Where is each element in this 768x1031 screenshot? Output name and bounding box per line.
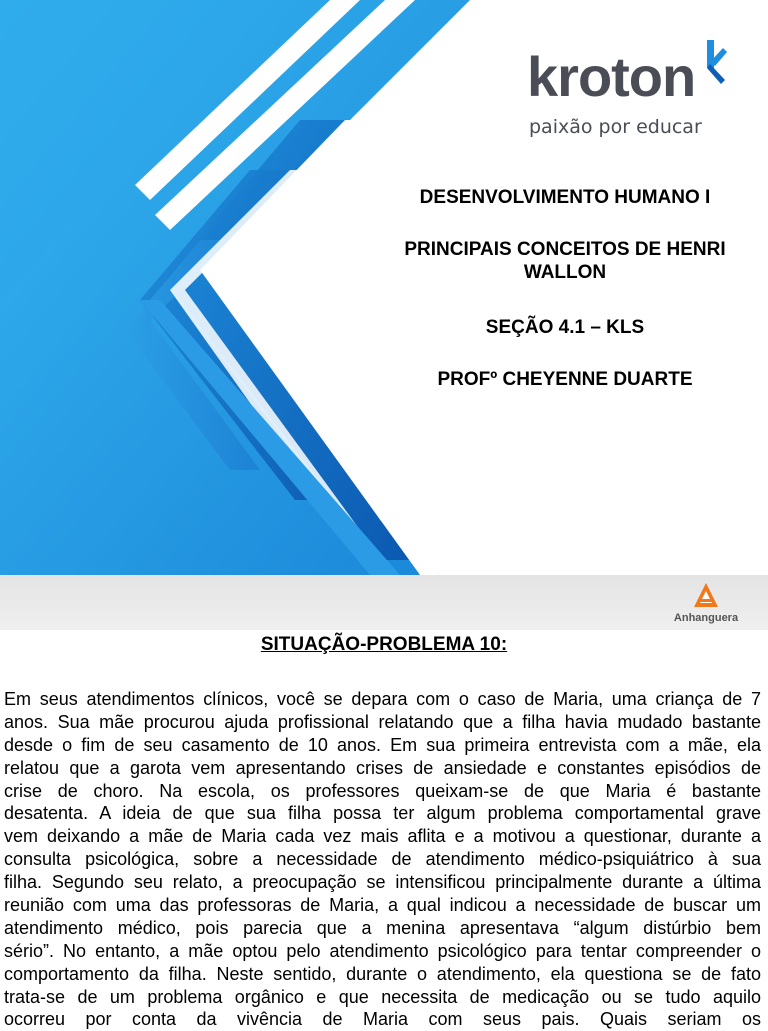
paragraph-line: vem deixando a mãe de Maria cada vez mais aflita e a motivou a questionar, durante a — [4, 826, 761, 847]
kroton-logo — [527, 40, 727, 140]
paragraph-line: Em seus atendimentos clínicos, você se depara com o caso de Maria, uma criança de 7 — [4, 689, 761, 709]
course-title: DESENVOLVIMENTO HUMANO I — [419, 187, 711, 208]
paragraph-line: sério”. No entanto, a mãe optou pelo atendimento psicológico para tentar compreender o — [4, 940, 761, 961]
paragraph-line: reunião com uma das professoras de Maria, a qual indicou a necessidade de buscar um — [4, 895, 761, 916]
anhanguera-logo — [668, 581, 744, 627]
paragraph-line: ocorreu por conta da vivência de Maria com seus pais. Quais seriam os — [4, 1009, 761, 1030]
kroton-k-icon — [687, 40, 727, 84]
kroton-wordmark: kroton — [527, 45, 696, 108]
paragraph-line: trata-se de um problema orgânico e que necessita de medicação ou se tudo aquilo — [4, 986, 761, 1007]
kroton-tagline: paixão por educar — [529, 116, 702, 138]
paragraph-line: comportamento da filha. Neste sentido, durante o atendimento, ela questiona se de fato — [4, 963, 761, 984]
anhanguera-wordmark: Anhanguera — [673, 612, 739, 624]
anhanguera-triangle-icon — [668, 581, 744, 611]
topic-title: PRINCIPAIS CONCEITOS DE HENRI WALLON — [404, 239, 726, 283]
paragraph-line: atendimento médico, pois parecia que a menina apresentava “algum distúrbio bem — [4, 917, 761, 938]
problem-heading: SITUAÇÃO-PROBLEMA 10: — [260, 634, 508, 655]
problem-paragraph — [4, 688, 761, 1031]
section-title: SEÇÃO 4.1 – KLS — [485, 317, 645, 338]
paragraph-line: desde o fim de seu casamento de 10 anos. Em sua primeira entrevista com a mãe, ela — [4, 734, 761, 755]
paragraph-line: anos. Sua mãe procurou ajuda profissional relatando que a filha havia mudado bastante — [4, 711, 761, 732]
paragraph-line: consulta psicológica, sobre a necessidade de atendimento médico-psiquiátrico à sua — [4, 849, 761, 870]
slide-footer-band — [0, 575, 768, 630]
paragraph-line: relatou que a garota vem apresentando crises de ansiedade e constantes episódios de — [4, 757, 761, 778]
paragraph-line: desatenta. A ideia de que sua filha possa ter algum problema comportamental grave — [4, 803, 761, 824]
paragraph-line: crise de choro. Na escola, os professores queixam-se de que Maria é bastante — [4, 780, 761, 801]
teacher-name: PROFº CHEYENNE DUARTE — [437, 369, 693, 390]
paragraph-line: filha. Segundo seu relato, a preocupação se intensificou principalmente durante a última — [4, 872, 761, 893]
